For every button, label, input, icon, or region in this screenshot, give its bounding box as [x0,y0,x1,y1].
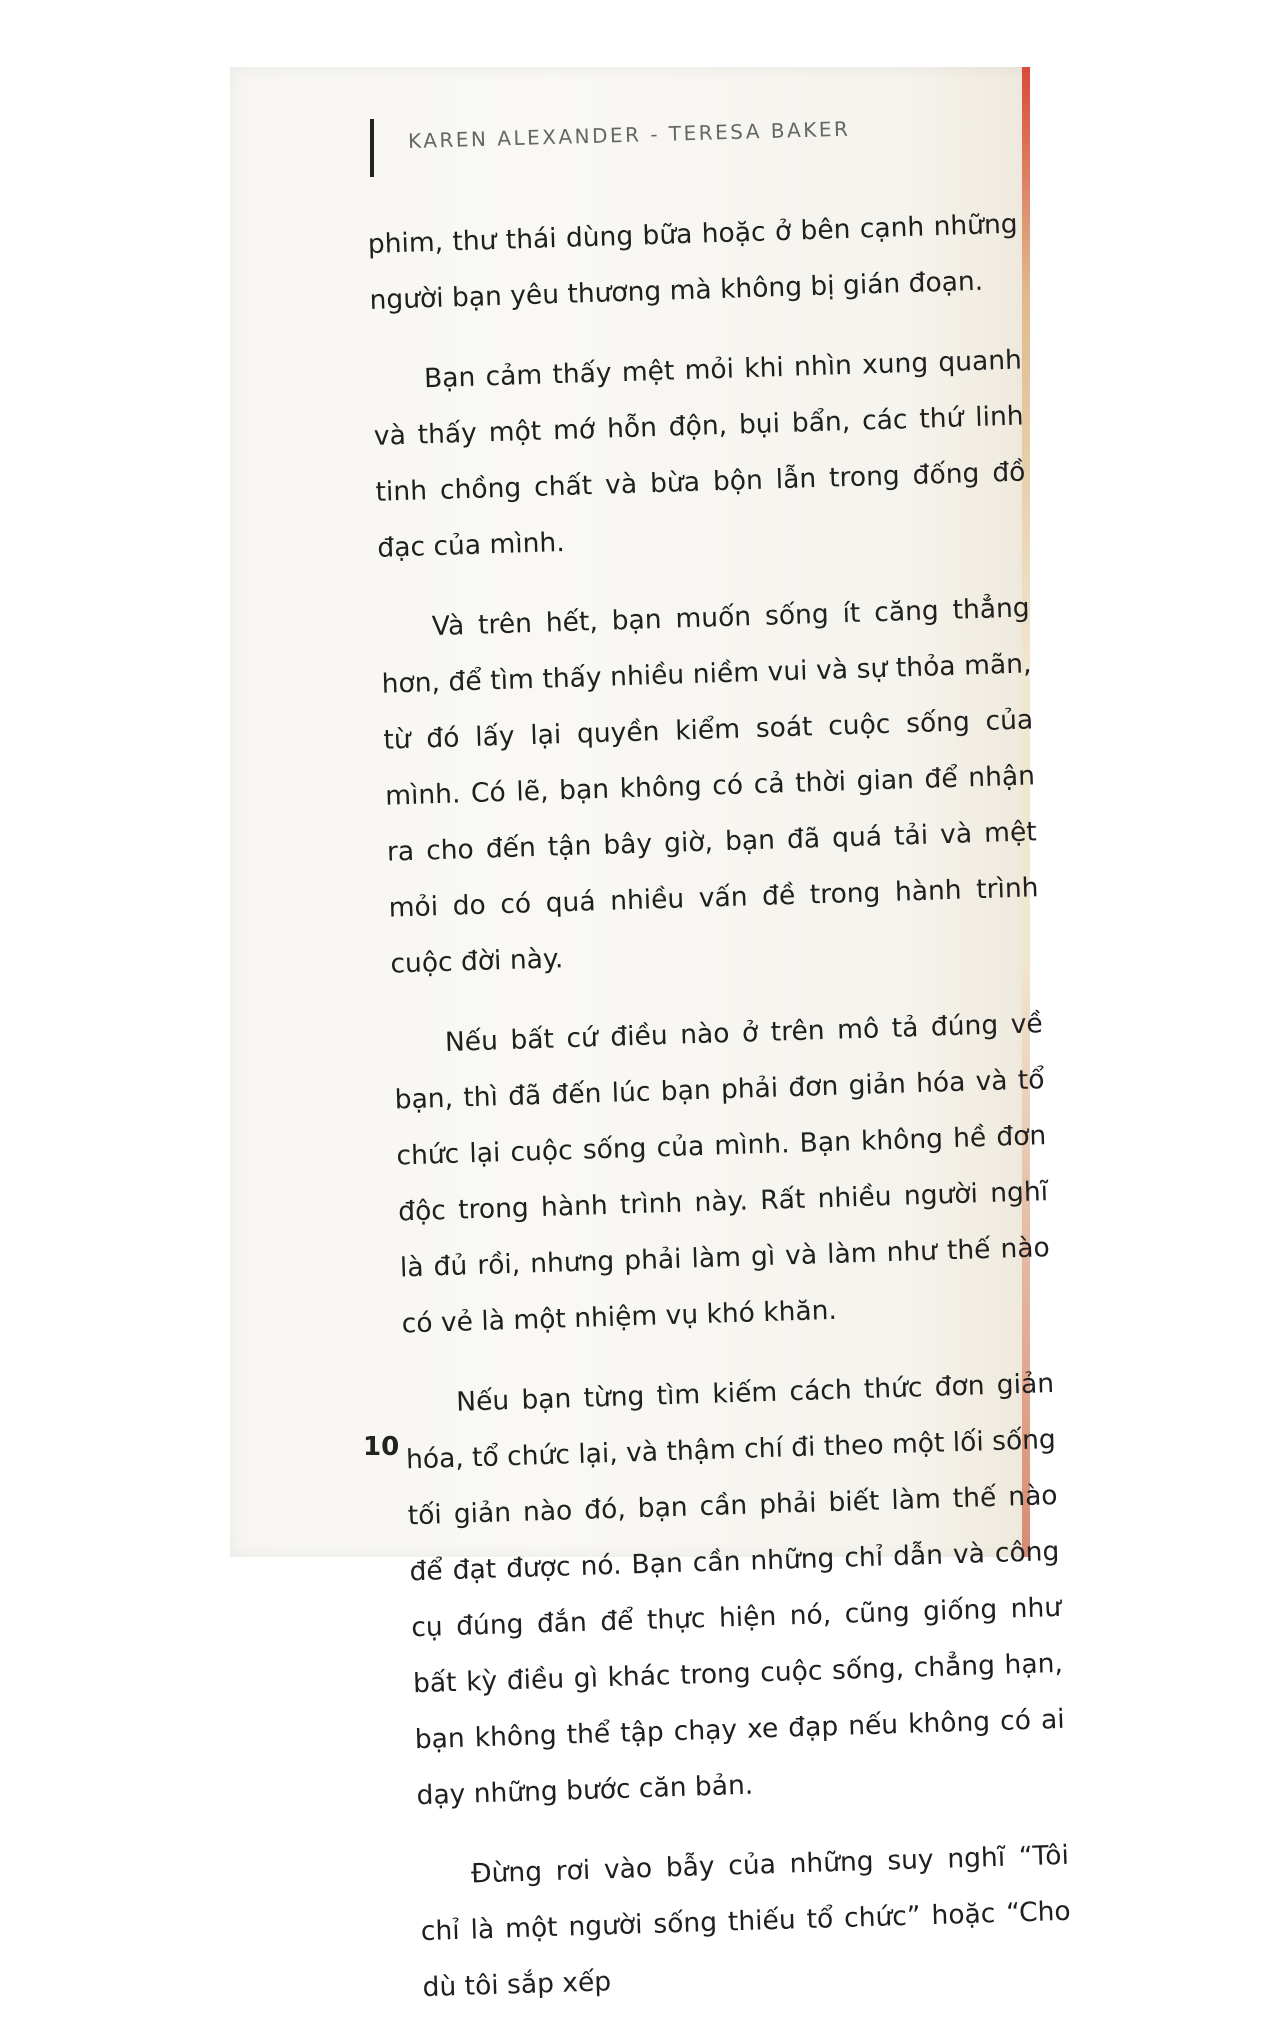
paragraph-4: Nếu bất cứ điều nào ở trên mô tả đúng về bạn, thì đã đến lúc bạn phải đơn giản hóa và tổ chức lại cuộc sống của mình. Bạn không hề đơn độc trong hành trình này. Rất nhiều người nghĩ là đủ rồi, nhưng phải làm gì và làm như thế nào có vẻ là một nhiệm vụ khó khăn. [394,1008,1051,1340]
paragraph-1: phim, thư thái dùng bữa hoặc ở bên cạnh những người bạn yêu thương mà không bị gián đoạn. [367,208,1019,316]
body-text [367,197,1074,2040]
page-number: 10 [363,1432,400,1462]
book-page [230,67,1072,2004]
paragraph-6: Đừng rơi vào bẫy của những suy nghĩ “Tôi chỉ là một người sống thiếu tổ chức” hoặc “Cho dù tôi sắp xếp [420,1839,1072,2004]
paragraph-3: Và trên hết, bạn muốn sống ít căng thẳng hơn, để tìm thấy nhiều niềm vui và sự thỏa mãn, từ đó lấy lại quyền kiểm soát cuộc sống của mình. Có lẽ, bạn không có cả thời gian để nhận ra cho đến tận bây giờ, bạn đã quá tải và mệt mỏi do có quá nhiều vấn đề trong hành trình cuộc đời này. [381,592,1039,980]
paragraph-5: Nếu bạn từng tìm kiếm cách thức đơn giản hóa, tổ chức lại, và thậm chí đi theo một lối sống tối giản nào đó, bạn cần phải biết làm thế nào để đạt được nó. Bạn cần những chỉ dẫn và công cụ đúng đắn để thực hiện nó, cũng giống như bất kỳ điều gì khác trong cuộc sống, chẳng hạn, bạn không thể tập chạy xe đạp nếu không có ai dạy những bước căn bản. [405,1368,1066,1812]
paragraph-2: Bạn cảm thấy mệt mỏi khi nhìn xung quanh và thấy một mớ hỗn độn, bụi bẩn, các thứ linh tinh chồng chất và bừa bộn lẫn trong đống đồ đạc của mình. [373,344,1026,564]
header-rule [370,119,374,177]
running-head: KAREN ALEXANDER - TERESA BAKER [407,116,851,153]
